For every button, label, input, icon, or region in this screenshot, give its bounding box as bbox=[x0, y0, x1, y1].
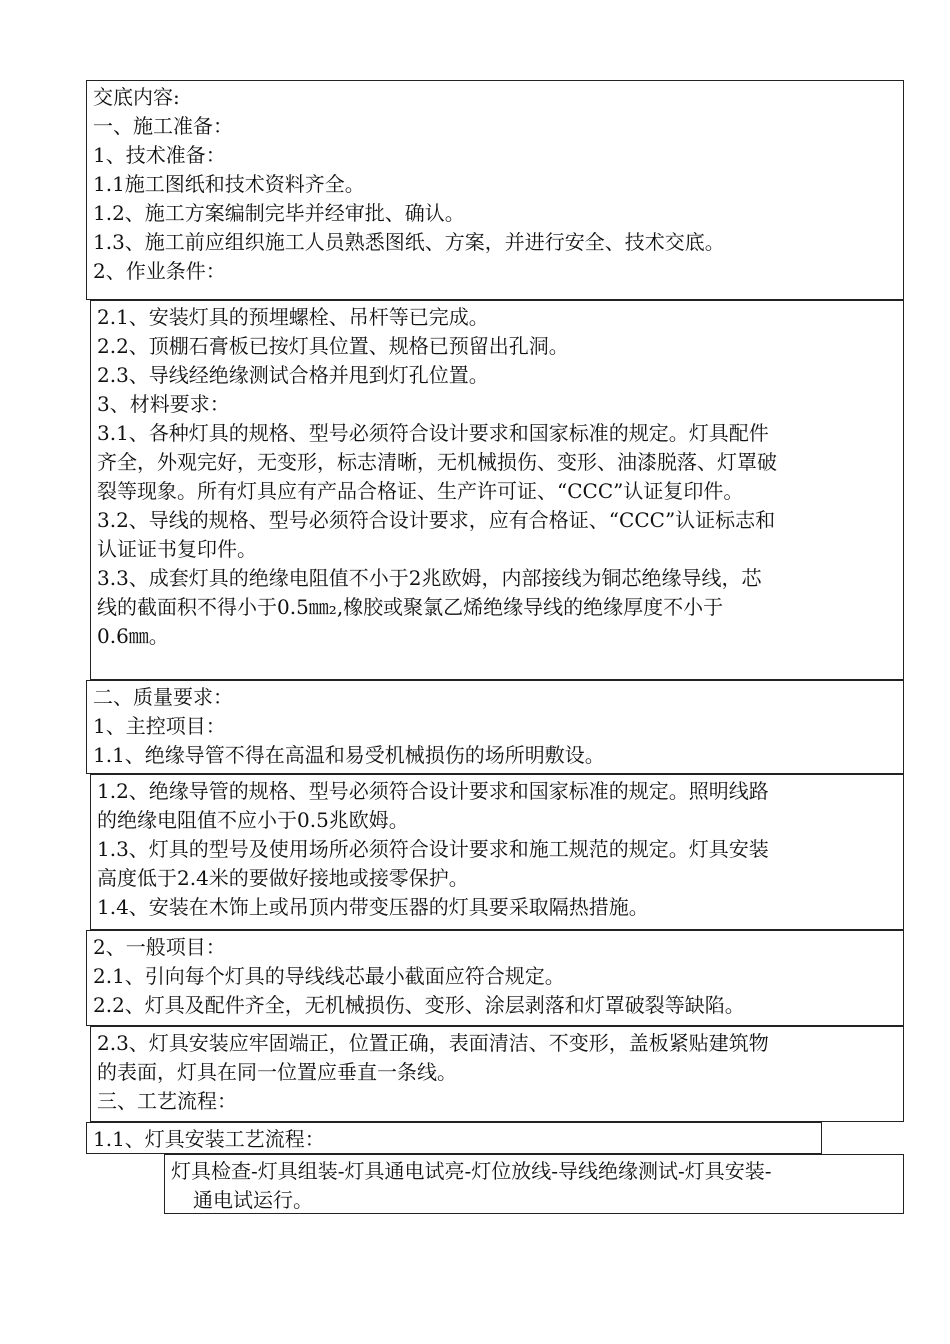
section-heading: 二、质量要求： bbox=[93, 685, 233, 709]
text-line: 2.3、导线经绝缘测试合格并甩到灯孔位置。 bbox=[97, 363, 489, 387]
section-heading: 三、工艺流程： bbox=[97, 1089, 237, 1113]
text-line: 3.2、导线的规格、型号必须符合设计要求，应有合格证、“CCC”认证标志和 bbox=[97, 508, 776, 532]
text-line: 1.1施工图纸和技术资料齐全。 bbox=[93, 172, 365, 196]
text-line: 2.3、灯具安装应牢固端正，位置正确，表面清洁、不变形，盖板紧贴建筑物 bbox=[97, 1031, 769, 1055]
process-flow-line: 灯具检查-灯具组装-灯具通电试亮-灯位放线-导线绝缘测试-灯具安装- bbox=[171, 1159, 772, 1183]
text-line: 高度低于2.4米的要做好接地或接零保护。 bbox=[97, 866, 469, 890]
text-line: 1.2、施工方案编制完毕并经审批、确认。 bbox=[93, 201, 465, 225]
subsection-heading: 1、技术准备： bbox=[93, 143, 226, 167]
text-line: 线的截面积不得小于0.5㎜₂,橡胶或聚氯乙烯绝缘导线的绝缘厚度不小于 bbox=[97, 595, 724, 619]
block-conditions-materials bbox=[90, 300, 904, 680]
text-line: 裂等现象。所有灯具应有产品合格证、生产许可证、“CCC”认证复印件。 bbox=[97, 479, 744, 503]
block-prep bbox=[86, 80, 904, 300]
text-line: 的绝缘电阻值不应小于0.5兆欧姆。 bbox=[97, 808, 409, 832]
text-line: 1.1、灯具安装工艺流程： bbox=[93, 1127, 325, 1151]
subsection-heading: 3、材料要求： bbox=[97, 392, 230, 416]
text-line: 1.2、绝缘导管的规格、型号必须符合设计要求和国家标准的规定。照明线路 bbox=[97, 779, 769, 803]
text-line: 1.3、施工前应组织施工人员熟悉图纸、方案，并进行安全、技术交底。 bbox=[93, 230, 725, 254]
text-line: 2.1、引向每个灯具的导线线芯最小截面应符合规定。 bbox=[93, 964, 565, 988]
text-line: 2.1、安装灯具的预埋螺栓、吊杆等已完成。 bbox=[97, 305, 489, 329]
block-quality-items bbox=[90, 774, 904, 930]
process-flow-line: 通电试运行。 bbox=[193, 1188, 313, 1212]
block-quality-main bbox=[86, 680, 904, 774]
block-general-items bbox=[86, 930, 904, 1026]
text-line: 3.1、各种灯具的规格、型号必须符合设计要求和国家标准的规定。灯具配件 bbox=[97, 421, 769, 445]
block-process-title bbox=[86, 1122, 822, 1154]
text-line: 2.2、灯具及配件齐全，无机械损伤、变形、涂层剥落和灯罩破裂等缺陷。 bbox=[93, 993, 745, 1017]
block-process-flow bbox=[164, 1154, 904, 1214]
text-line: 2.2、顶棚石膏板已按灯具位置、规格已预留出孔洞。 bbox=[97, 334, 569, 358]
text-line: 1.3、灯具的型号及使用场所必须符合设计要求和施工规范的规定。灯具安装 bbox=[97, 837, 769, 861]
text-line: 的表面，灯具在同一位置应垂直一条线。 bbox=[97, 1060, 457, 1084]
text-line: 1.1、绝缘导管不得在高温和易受机械损伤的场所明敷设。 bbox=[93, 743, 605, 767]
subsection-heading: 2、一般项目： bbox=[93, 935, 226, 959]
block-general-more bbox=[90, 1026, 904, 1122]
text-line: 交底内容: bbox=[93, 85, 180, 109]
text-line: 齐全，外观完好，无变形，标志清晰，无机械损伤、变形、油漆脱落、灯罩破 bbox=[97, 450, 777, 474]
text-line: 1.4、安装在木饰上或吊顶内带变压器的灯具要采取隔热措施。 bbox=[97, 895, 649, 919]
text-line: 3.3、成套灯具的绝缘电阻值不小于2兆欧姆，内部接线为铜芯绝缘导线，芯 bbox=[97, 566, 762, 590]
subsection-heading: 1、主控项目： bbox=[93, 714, 226, 738]
text-line: 0.6㎜。 bbox=[97, 624, 169, 648]
text-line: 认证证书复印件。 bbox=[97, 537, 257, 561]
section-heading: 一、施工准备： bbox=[93, 114, 233, 138]
subsection-heading: 2、作业条件： bbox=[93, 259, 226, 283]
